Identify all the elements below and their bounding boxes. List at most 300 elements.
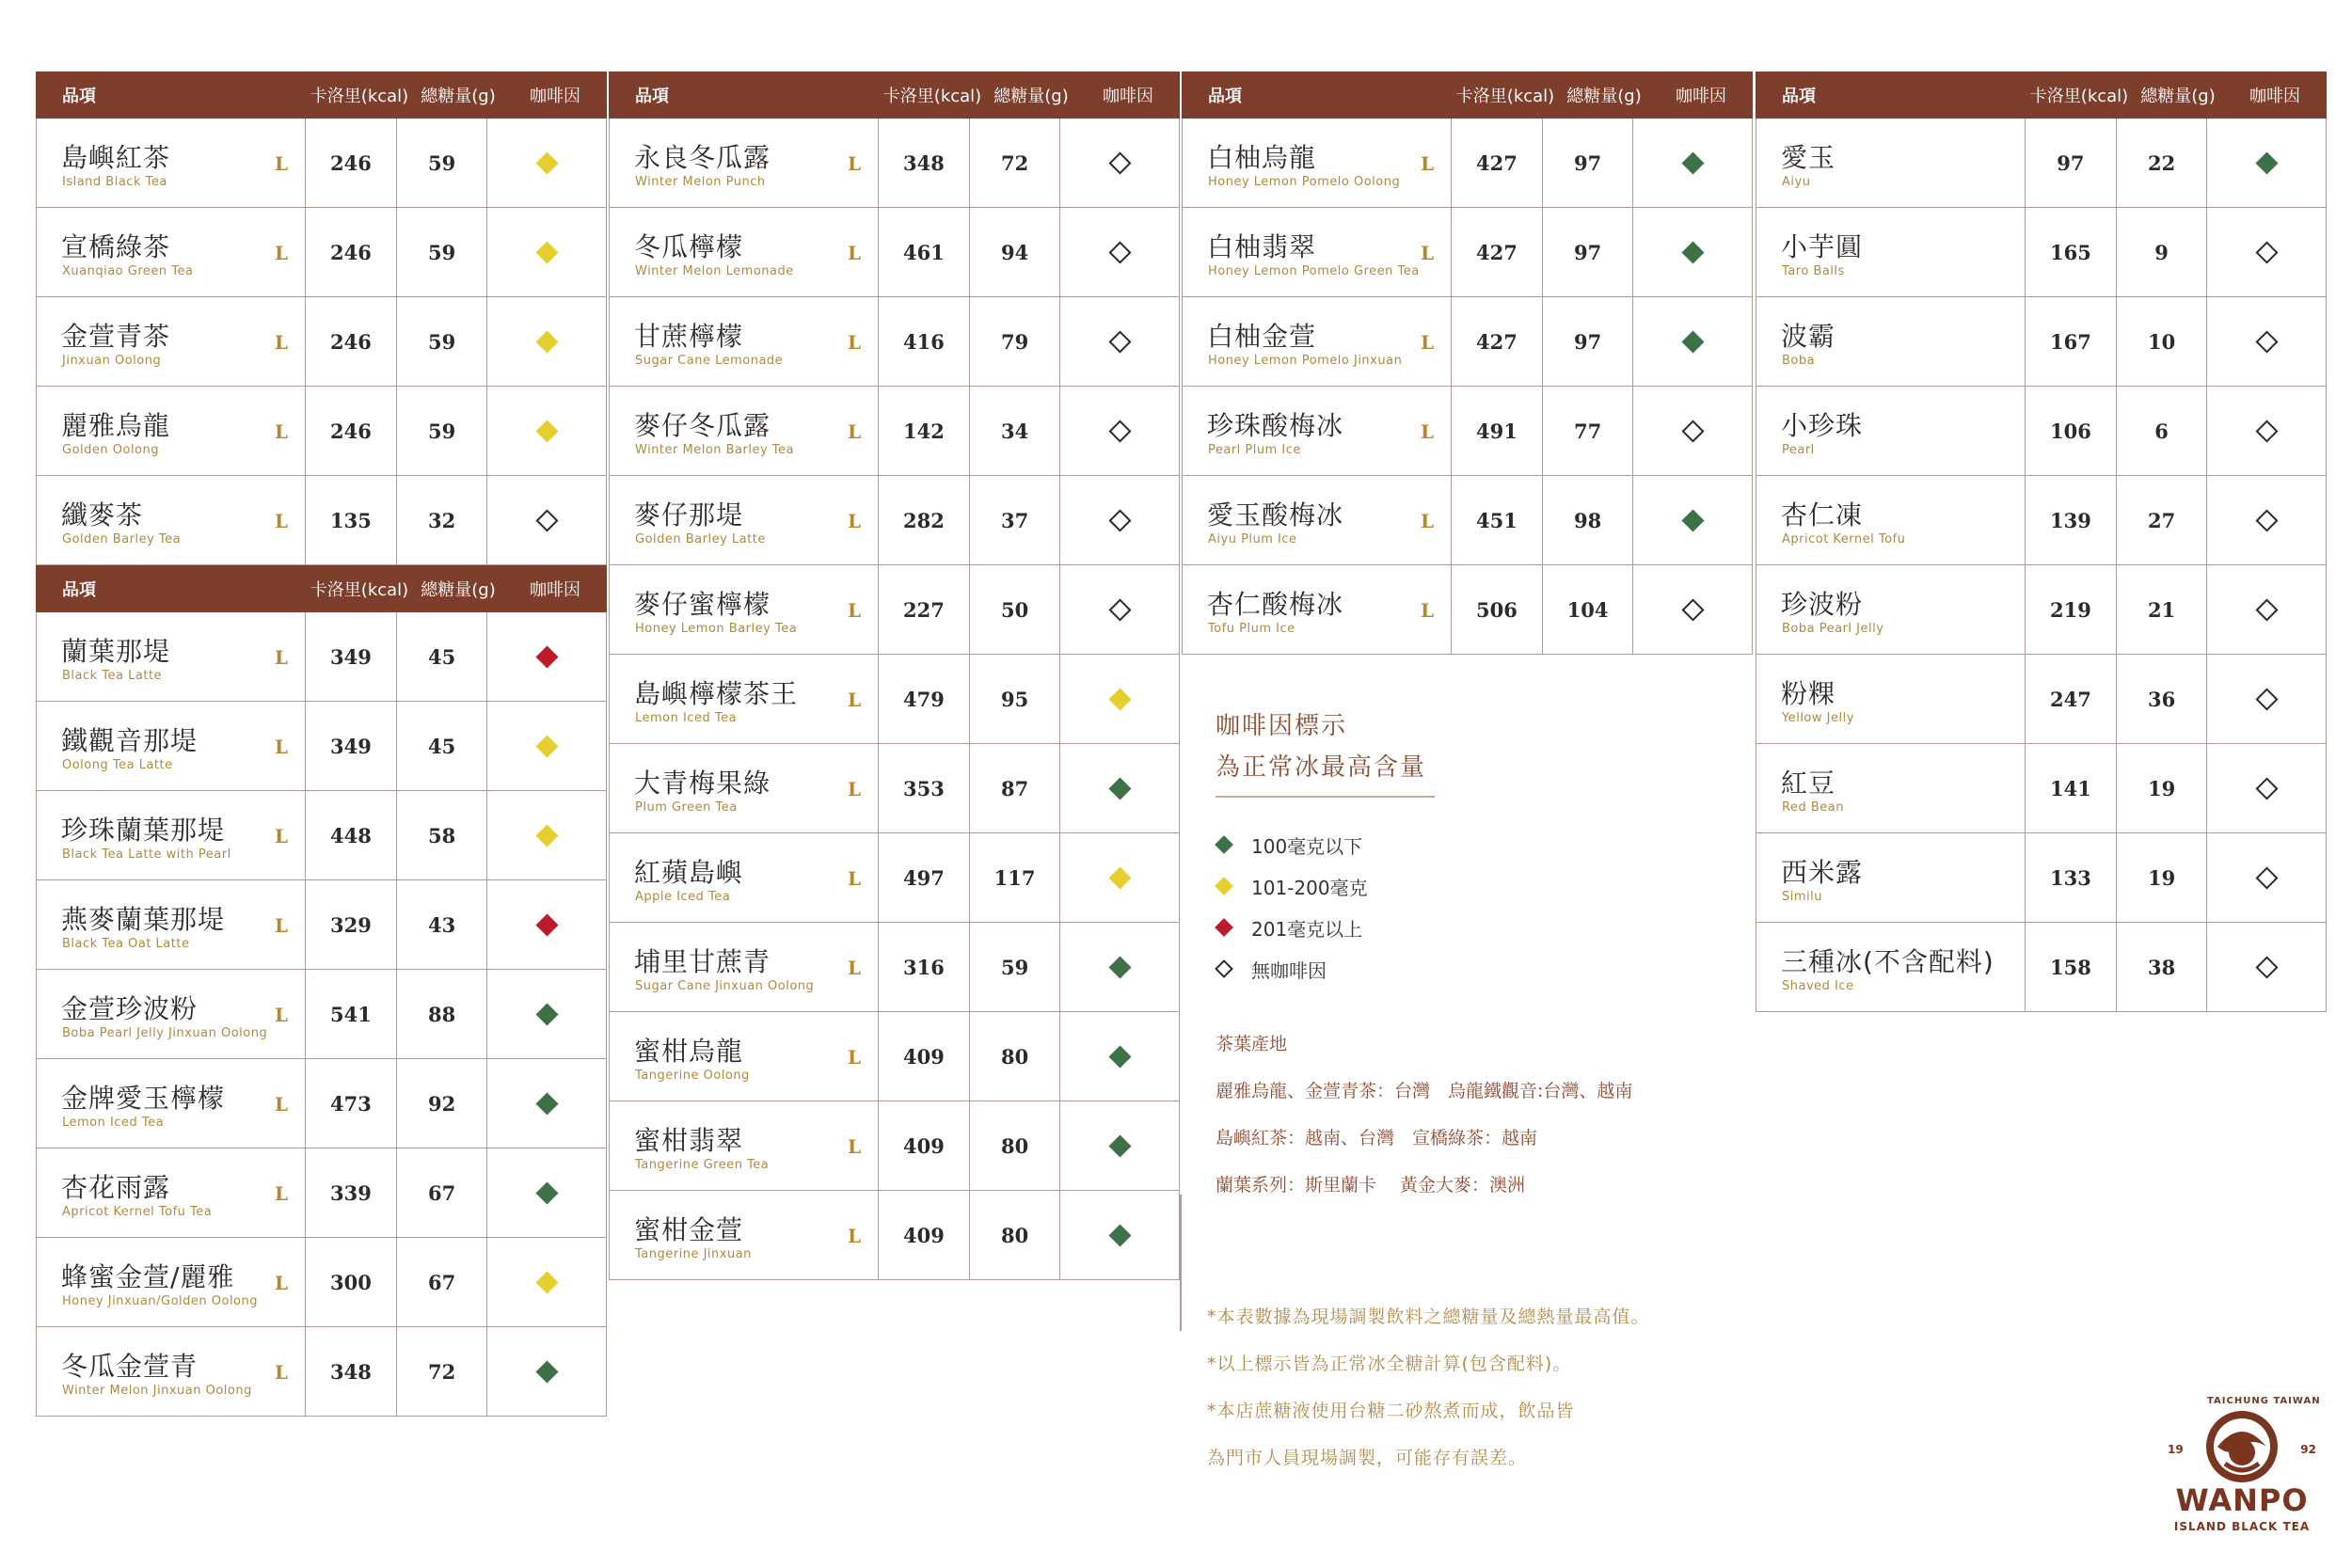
kcal-value: 353	[879, 744, 970, 832]
caffeine-diamond-icon	[1108, 151, 1131, 174]
item-name-cell	[37, 612, 306, 701]
table-row	[610, 655, 1179, 744]
size-label: L	[847, 420, 862, 443]
legend-item	[1216, 948, 1435, 990]
sugar-value: 45	[397, 702, 488, 790]
header-caffeine: 咖啡因	[1103, 87, 1153, 106]
item-name-cell	[37, 791, 306, 879]
size-label: L	[847, 242, 862, 264]
caffeine-diamond-icon	[535, 645, 558, 668]
caffeine-diamond-icon	[2255, 509, 2278, 531]
item-name-zh: 珍珠酸梅冰	[1207, 410, 1344, 441]
sugar-value: 117	[970, 833, 1061, 922]
caffeine-legend	[1216, 705, 1435, 990]
sugar-value: 59	[397, 297, 488, 386]
caffeine-diamond-icon	[535, 151, 558, 174]
size-label: L	[1420, 599, 1435, 622]
caffeine-cell	[1060, 923, 1179, 1011]
table-row	[1183, 208, 1752, 297]
table-row	[1183, 565, 1752, 655]
origin-line-3: 蘭葉系列：斯里蘭卡 黃金大麥：澳洲	[1216, 1175, 1526, 1196]
caffeine-diamond-icon	[535, 913, 558, 936]
item-name-zh: 島嶼檸檬茶王	[634, 678, 799, 709]
table-row	[1756, 208, 2326, 297]
menu-column-1	[36, 71, 607, 1417]
item-name-en: Pearl	[1782, 443, 1815, 457]
menu-column-2	[609, 71, 1180, 1280]
sugar-value: 10	[2117, 297, 2208, 386]
item-name-cell	[37, 1148, 306, 1237]
item-name-zh: 麥仔那堤	[634, 499, 744, 531]
caffeine-cell	[2207, 565, 2326, 654]
item-name-cell	[1183, 119, 1452, 207]
kcal-value: 506	[1452, 565, 1543, 654]
kcal-value: 300	[306, 1238, 397, 1326]
table-row	[1183, 297, 1752, 387]
logo-year-right: 92	[2300, 1443, 2316, 1456]
header-sugar: 總糖量(g)	[421, 580, 496, 600]
table-row	[610, 208, 1179, 297]
caffeine-cell	[1060, 655, 1179, 743]
sugar-value: 80	[970, 1191, 1061, 1279]
sugar-value: 45	[397, 612, 488, 701]
item-name-zh: 紅豆	[1781, 768, 1836, 799]
table-row	[1756, 119, 2326, 208]
kcal-value: 479	[879, 655, 970, 743]
item-name-zh: 燕麥蘭葉那堤	[61, 904, 226, 935]
table-row	[1756, 923, 2326, 1012]
sugar-value: 43	[397, 880, 488, 969]
item-name-cell	[1183, 297, 1452, 386]
item-name-cell	[610, 1101, 879, 1190]
item-name-en: Lemon Iced Tea	[635, 711, 738, 725]
sugar-value: 19	[2117, 833, 2208, 922]
item-name-zh: 蜜柑翡翠	[634, 1125, 744, 1156]
header-caffeine: 咖啡因	[530, 580, 580, 600]
item-name-cell	[610, 744, 879, 832]
item-name-cell	[610, 387, 879, 475]
size-label: L	[274, 1182, 289, 1205]
sugar-value: 67	[397, 1238, 488, 1326]
item-name-cell	[37, 702, 306, 790]
table-row	[610, 1191, 1179, 1280]
sugar-value: 9	[2117, 208, 2208, 296]
table-row	[610, 923, 1179, 1012]
kcal-value: 497	[879, 833, 970, 922]
item-name-en: Apricot Kernel Tofu Tea	[62, 1205, 213, 1219]
item-name-zh: 冬瓜檸檬	[634, 231, 744, 262]
item-name-zh: 埔里甘蔗青	[634, 946, 771, 977]
item-name-en: Yellow Jelly	[1782, 711, 1854, 725]
item-name-zh: 鐵觀音那堤	[61, 725, 199, 756]
item-name-cell	[1183, 387, 1452, 475]
item-name-en: Plum Green Tea	[635, 800, 738, 815]
item-name-cell	[37, 1327, 306, 1416]
sugar-value: 88	[397, 970, 488, 1058]
kcal-value: 106	[2026, 387, 2117, 475]
item-name-zh: 小珍珠	[1781, 410, 1864, 441]
header-kcal: 卡洛里(kcal)	[2029, 87, 2129, 106]
item-name-zh: 白柚烏龍	[1207, 142, 1317, 173]
header-caffeine: 咖啡因	[2249, 87, 2300, 106]
item-name-zh: 三種冰(不含配料)	[1781, 946, 1994, 977]
caffeine-diamond-icon	[1108, 420, 1131, 442]
caffeine-diamond-icon	[1108, 777, 1131, 800]
legend-label: 201毫克以上	[1251, 917, 1363, 941]
item-name-cell	[37, 476, 306, 564]
item-name-en: Boba	[1782, 354, 1816, 368]
table-row	[1756, 387, 2326, 476]
footnotes	[1207, 1296, 1650, 1484]
sugar-value: 79	[970, 297, 1061, 386]
caffeine-diamond-icon	[2255, 330, 2278, 353]
caffeine-diamond-icon	[1108, 1045, 1131, 1068]
caffeine-diamond-icon	[535, 1360, 558, 1383]
size-label: L	[847, 1046, 862, 1069]
sugar-value: 22	[2117, 119, 2208, 207]
size-label: L	[847, 331, 862, 354]
caffeine-diamond-icon	[535, 241, 558, 263]
caffeine-diamond-icon	[2255, 598, 2278, 621]
kcal-value: 282	[879, 476, 970, 564]
sugar-value: 80	[970, 1101, 1061, 1190]
caffeine-cell	[1060, 1191, 1179, 1279]
item-name-en: Aiyu Plum Ice	[1208, 532, 1297, 546]
kcal-value: 165	[2026, 208, 2117, 296]
header-caffeine: 咖啡因	[1676, 87, 1726, 106]
item-name-cell	[610, 208, 879, 296]
item-name-zh: 金萱青茶	[61, 321, 171, 352]
kcal-value: 139	[2026, 476, 2117, 564]
item-name-zh: 愛玉	[1781, 142, 1836, 173]
item-name-cell	[37, 970, 306, 1058]
note-3: *本店蔗糖液使用台糖二砂熬煮而成，飲品皆	[1207, 1401, 1575, 1421]
item-name-cell	[37, 208, 306, 296]
table-row	[37, 119, 606, 208]
item-name-en: Red Bean	[1782, 800, 1844, 815]
item-name-zh: 麗雅烏龍	[61, 410, 171, 441]
kcal-value: 227	[879, 565, 970, 654]
legend-diamond-icon	[1215, 918, 1233, 937]
item-name-cell	[1756, 565, 2026, 654]
item-name-en: Sugar Cane Jinxuan Oolong	[635, 979, 815, 993]
size-label: L	[274, 420, 289, 443]
item-name-cell	[610, 297, 879, 386]
item-name-zh: 金牌愛玉檸檬	[61, 1083, 226, 1114]
caffeine-cell	[1060, 1101, 1179, 1190]
item-name-en: Tofu Plum Ice	[1208, 622, 1295, 636]
item-name-cell	[1183, 476, 1452, 564]
caffeine-diamond-icon	[2255, 151, 2278, 174]
table-row	[37, 880, 606, 970]
sugar-value: 38	[2117, 923, 2208, 1011]
caffeine-cell	[487, 612, 606, 701]
logo-year-left: 19	[2168, 1443, 2184, 1456]
table-row	[1183, 119, 1752, 208]
caffeine-cell	[1060, 119, 1179, 207]
size-label: L	[847, 957, 862, 979]
item-name-zh: 杏花雨露	[61, 1172, 171, 1203]
item-name-zh: 麥仔蜜檸檬	[634, 589, 771, 620]
caffeine-diamond-icon	[1108, 1134, 1131, 1157]
legend-item	[1216, 907, 1435, 948]
size-label: L	[274, 1004, 289, 1026]
kcal-value: 427	[1452, 208, 1543, 296]
size-label: L	[1420, 510, 1435, 532]
caffeine-cell	[2207, 208, 2326, 296]
kcal-value: 448	[306, 791, 397, 879]
header-item: 品項	[1782, 87, 1816, 106]
kcal-value: 97	[2026, 119, 2117, 207]
table-row	[1756, 565, 2326, 655]
kcal-value: 416	[879, 297, 970, 386]
caffeine-diamond-icon	[1108, 598, 1131, 621]
legend-title-line2: 為正常冰最高含量	[1216, 753, 1427, 782]
item-name-en: Taro Balls	[1782, 264, 1845, 278]
table-row	[610, 744, 1179, 833]
kcal-value: 409	[879, 1012, 970, 1101]
caffeine-diamond-icon	[1108, 956, 1131, 978]
item-name-cell	[37, 119, 306, 207]
sugar-value: 97	[1543, 297, 1634, 386]
item-name-zh: 杏仁酸梅冰	[1207, 589, 1344, 620]
item-name-en: Tangerine Oolong	[635, 1069, 750, 1083]
caffeine-diamond-icon	[1108, 866, 1131, 889]
table-row	[1756, 297, 2326, 387]
sugar-value: 50	[970, 565, 1061, 654]
kcal-value: 246	[306, 387, 397, 475]
caffeine-diamond-icon	[1681, 598, 1704, 621]
caffeine-cell	[2207, 297, 2326, 386]
item-name-zh: 宣橋綠茶	[61, 231, 171, 262]
caffeine-diamond-icon	[535, 824, 558, 847]
caffeine-cell	[487, 297, 606, 386]
size-label: L	[274, 331, 289, 354]
caffeine-diamond-icon	[2255, 956, 2278, 978]
header-sugar: 總糖量(g)	[421, 87, 496, 106]
header-kcal: 卡洛里(kcal)	[310, 87, 409, 106]
size-label: L	[1420, 242, 1435, 264]
menu-column-3	[1182, 71, 1753, 655]
caffeine-diamond-icon	[2255, 777, 2278, 800]
item-name-cell	[1183, 208, 1452, 296]
legend-label: 101-200毫克	[1251, 876, 1368, 899]
note-1: *本表數據為現場調製飲料之總糖量及總熱量最高值。	[1207, 1307, 1650, 1327]
item-name-cell	[1756, 387, 2026, 475]
caffeine-cell	[487, 1327, 606, 1416]
kcal-value: 461	[879, 208, 970, 296]
sugar-value: 37	[970, 476, 1061, 564]
sugar-value: 97	[1543, 208, 1634, 296]
sugar-value: 98	[1543, 476, 1634, 564]
item-name-cell	[37, 1238, 306, 1326]
table-row	[610, 1101, 1179, 1191]
item-name-en: Shaved Ice	[1782, 979, 1854, 993]
caffeine-diamond-icon	[535, 1271, 558, 1293]
sugar-value: 19	[2117, 744, 2208, 832]
logo-emblem-icon	[2204, 1409, 2280, 1484]
table-row	[37, 970, 606, 1059]
table-row	[37, 1059, 606, 1148]
caffeine-cell	[1633, 208, 1752, 296]
caffeine-cell	[2207, 923, 2326, 1011]
item-name-zh: 蘭葉那堤	[61, 636, 171, 667]
table-header	[36, 565, 607, 612]
item-name-cell	[610, 833, 879, 922]
size-label: L	[274, 1093, 289, 1116]
size-label: L	[274, 1361, 289, 1384]
table-row	[37, 387, 606, 476]
size-label: L	[847, 1135, 862, 1158]
table-row	[37, 702, 606, 791]
kcal-value: 427	[1452, 297, 1543, 386]
table-header	[609, 71, 1180, 119]
item-name-zh: 大青梅果綠	[634, 768, 771, 799]
item-name-cell	[37, 1059, 306, 1148]
item-name-zh: 紅蘋島嶼	[634, 857, 744, 888]
item-name-zh: 杏仁凍	[1781, 499, 1864, 531]
item-name-zh: 冬瓜金萱青	[61, 1351, 199, 1382]
caffeine-cell	[2207, 655, 2326, 743]
kcal-value: 142	[879, 387, 970, 475]
item-name-en: Honey Lemon Pomelo Green Tea	[1208, 264, 1420, 278]
item-name-cell	[610, 565, 879, 654]
item-name-en: Black Tea Oat Latte	[62, 937, 190, 951]
sugar-value: 59	[397, 387, 488, 475]
item-name-en: Golden Barley Tea	[62, 532, 182, 546]
item-name-zh: 蜜柑金萱	[634, 1214, 744, 1245]
kcal-value: 349	[306, 702, 397, 790]
item-name-zh: 島嶼紅茶	[61, 142, 171, 173]
caffeine-cell	[487, 476, 606, 564]
header-sugar: 總糖量(g)	[1566, 87, 1642, 106]
legend-item	[1216, 865, 1435, 907]
caffeine-diamond-icon	[1108, 688, 1131, 710]
logo-subtitle: ISLAND BLACK TEA	[2173, 1520, 2311, 1533]
table-row	[610, 1012, 1179, 1101]
legend-title-line1: 咖啡因標示	[1216, 712, 1348, 740]
item-name-zh: 白柚金萱	[1207, 321, 1317, 352]
caffeine-cell	[1060, 744, 1179, 832]
item-name-en: Honey Lemon Pomelo Oolong	[1208, 175, 1401, 189]
table-row	[37, 612, 606, 702]
item-name-cell	[1756, 744, 2026, 832]
sugar-value: 34	[970, 387, 1061, 475]
item-name-zh: 珍珠蘭葉那堤	[61, 815, 226, 846]
sugar-value: 92	[397, 1059, 488, 1148]
item-name-zh: 白柚翡翠	[1207, 231, 1317, 262]
kcal-value: 246	[306, 119, 397, 207]
item-name-en: Honey Lemon Barley Tea	[635, 622, 798, 636]
kcal-value: 219	[2026, 565, 2117, 654]
item-name-cell	[1756, 655, 2026, 743]
item-name-cell	[1756, 923, 2026, 1011]
item-name-cell	[610, 476, 879, 564]
item-name-zh: 甘蔗檸檬	[634, 321, 744, 352]
item-name-cell	[610, 119, 879, 207]
table-row	[610, 476, 1179, 565]
caffeine-cell	[1060, 387, 1179, 475]
caffeine-cell	[487, 1238, 606, 1326]
wanpo-logo	[2153, 1381, 2331, 1533]
item-name-en: Boba Pearl Jelly	[1782, 622, 1884, 636]
kcal-value: 133	[2026, 833, 2117, 922]
item-name-zh: 粉粿	[1781, 678, 1836, 709]
item-name-cell	[1756, 297, 2026, 386]
table-row	[1756, 655, 2326, 744]
item-name-en: Island Black Tea	[62, 175, 167, 189]
caffeine-diamond-icon	[535, 1181, 558, 1204]
table-row	[37, 1148, 606, 1238]
legend-label: 100毫克以下	[1251, 834, 1363, 858]
header-kcal: 卡洛里(kcal)	[882, 87, 982, 106]
item-name-en: Winter Melon Jinxuan Oolong	[62, 1384, 252, 1398]
caffeine-diamond-icon	[2255, 420, 2278, 442]
table-row	[610, 119, 1179, 208]
item-name-zh: 纖麥茶	[61, 499, 144, 531]
sugar-value: 36	[2117, 655, 2208, 743]
item-name-zh: 永良冬瓜露	[634, 142, 771, 173]
logo-arc-text: TAICHUNG TAIWAN	[2207, 1396, 2321, 1406]
table-header	[1756, 71, 2327, 119]
sugar-value: 27	[2117, 476, 2208, 564]
kcal-value: 141	[2026, 744, 2117, 832]
item-name-en: Aiyu	[1782, 175, 1811, 189]
item-name-zh: 珍波粉	[1781, 589, 1864, 620]
item-name-en: Oolong Tea Latte	[62, 758, 173, 772]
item-name-zh: 小芋圓	[1781, 231, 1864, 262]
caffeine-diamond-icon	[535, 735, 558, 757]
table-row	[37, 208, 606, 297]
size-label: L	[847, 510, 862, 532]
sugar-value: 32	[397, 476, 488, 564]
caffeine-cell	[1633, 297, 1752, 386]
caffeine-diamond-icon	[535, 1003, 558, 1025]
sugar-value: 67	[397, 1148, 488, 1237]
table-row	[610, 297, 1179, 387]
legend-diamond-icon	[1215, 835, 1233, 854]
sugar-value: 59	[970, 923, 1061, 1011]
header-kcal: 卡洛里(kcal)	[1455, 87, 1555, 106]
header-sugar: 總糖量(g)	[2140, 87, 2216, 106]
kcal-value: 158	[2026, 923, 2117, 1011]
origin-line-1: 麗雅烏龍、金萱青茶：台灣 烏龍鐵觀音:台灣、越南	[1216, 1081, 1633, 1101]
item-name-cell	[1756, 208, 2026, 296]
caffeine-diamond-icon	[535, 420, 558, 442]
caffeine-diamond-icon	[2255, 866, 2278, 889]
table-header	[1182, 71, 1753, 119]
caffeine-cell	[1633, 387, 1752, 475]
caffeine-cell	[487, 791, 606, 879]
item-name-en: Apricot Kernel Tofu	[1782, 532, 1906, 546]
item-name-en: Golden Oolong	[62, 443, 160, 457]
table-row	[37, 297, 606, 387]
origin-line-2: 島嶼紅茶：越南、台灣 宣橋綠茶：越南	[1216, 1128, 1538, 1148]
caffeine-cell	[487, 208, 606, 296]
sugar-value: 80	[970, 1012, 1061, 1101]
item-name-en: Black Tea Latte	[62, 669, 163, 683]
kcal-value: 348	[879, 119, 970, 207]
kcal-value: 491	[1452, 387, 1543, 475]
size-label: L	[847, 152, 862, 175]
table-row	[1756, 833, 2326, 923]
caffeine-cell	[1060, 476, 1179, 564]
caffeine-diamond-icon	[1681, 241, 1704, 263]
note-2: *以上標示皆為正常冰全糖計算(包含配料)。	[1207, 1354, 1572, 1374]
table-row	[37, 476, 606, 565]
caffeine-cell	[2207, 387, 2326, 475]
size-label: L	[274, 510, 289, 532]
